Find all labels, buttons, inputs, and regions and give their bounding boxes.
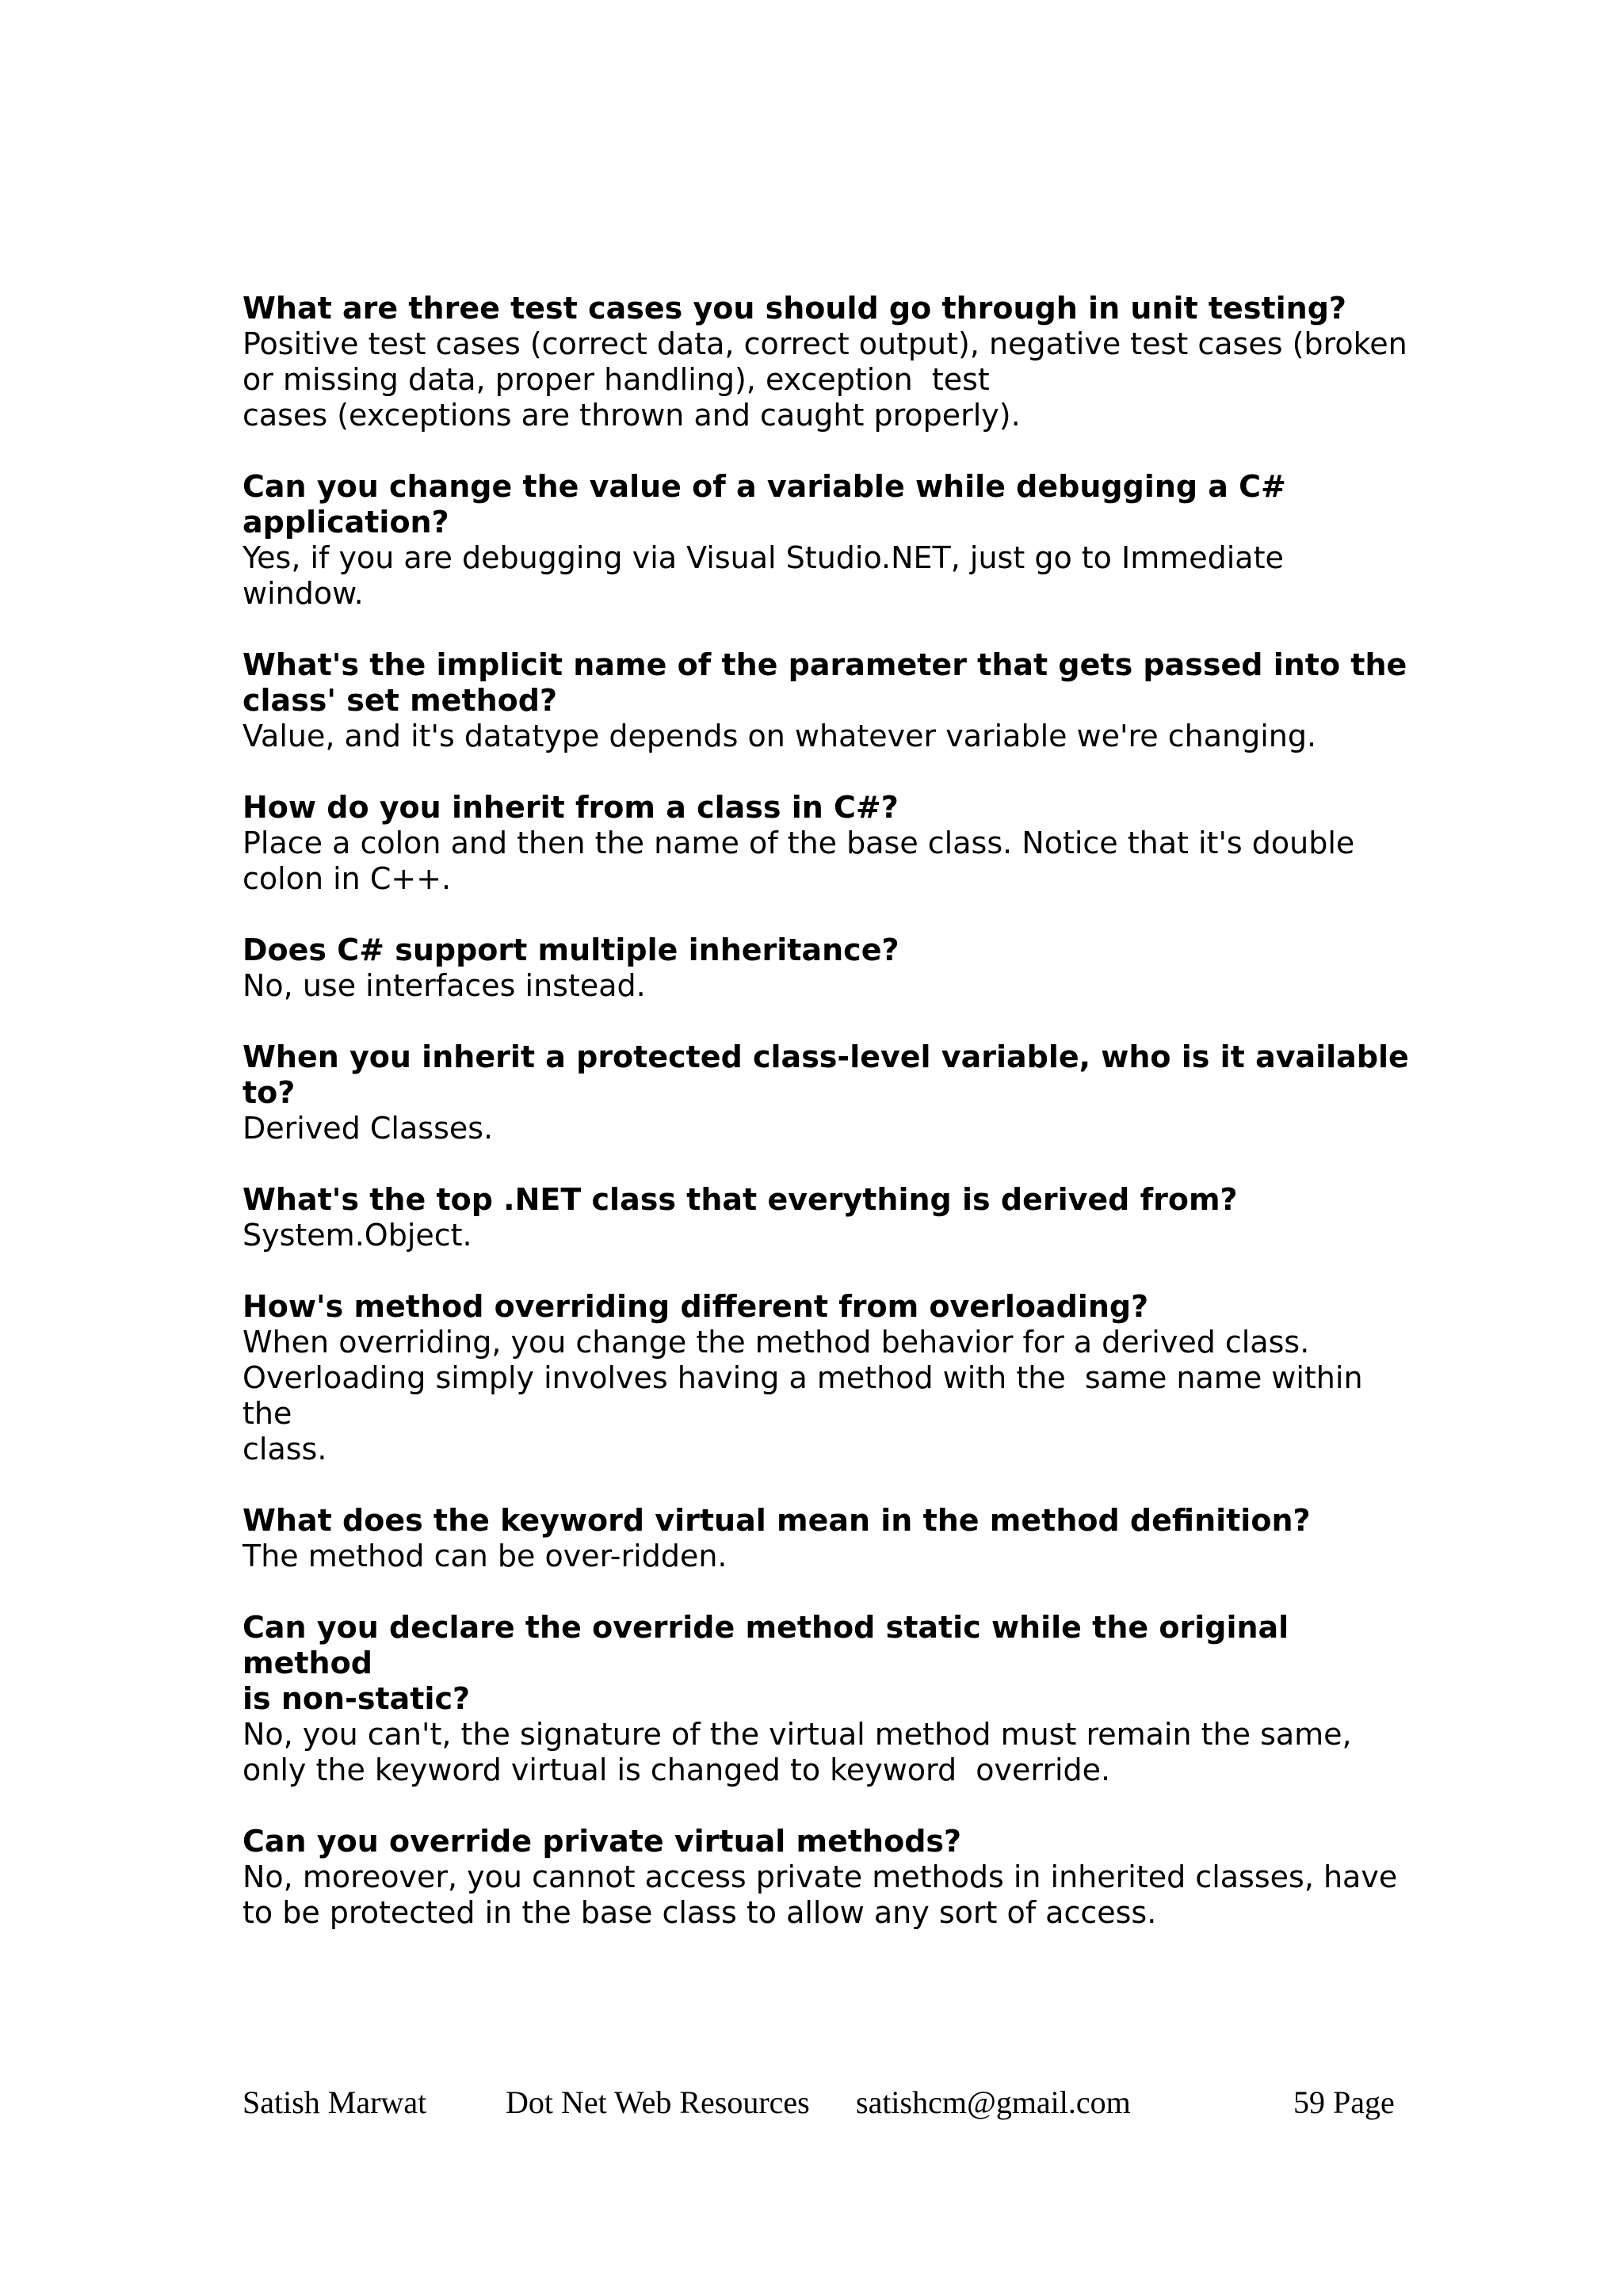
- answer-text: No, use interfaces instead.: [242, 968, 646, 1003]
- question-text: Can you declare the override method static while the original method is non-static?: [242, 1610, 1289, 1716]
- qa-item: [242, 1610, 1415, 1788]
- qa-item: [242, 1289, 1415, 1467]
- answer-text: System.Object.: [242, 1218, 472, 1253]
- question-text: When you inherit a protected class-level variable, who is it available to?: [242, 1039, 1409, 1110]
- answer-text: Value, and it's datatype depends on whatever variable we're changing.: [242, 719, 1317, 753]
- question-text: What's the top .NET class that everything is derived from?: [242, 1182, 1238, 1217]
- question-text: What does the keyword virtual mean in the method definition?: [242, 1503, 1311, 1538]
- question-text: What are three test cases you should go through in unit testing?: [242, 291, 1346, 326]
- qa-item: [242, 291, 1415, 433]
- answer-text: Place a colon and then the name of the base class. Notice that it's double colon in C++.: [242, 826, 1355, 896]
- answer-text: Positive test cases (correct data, correct output), negative test cases (broken or missing data, proper handling), exception test cases (exceptions are thrown and caught properly).: [242, 326, 1407, 433]
- answer-text: Derived Classes.: [242, 1111, 494, 1146]
- qa-content: [242, 291, 1415, 1966]
- question-text: How do you inherit from a class in C#?: [242, 790, 899, 825]
- question-text: What's the implicit name of the parameter that gets passed into the class' set method?: [242, 647, 1407, 718]
- question-text: Can you change the value of a variable while debugging a C# application?: [242, 469, 1286, 540]
- answer-text: When overriding, you change the method behavior for a derived class. Overloading simply involves having a method with the same name within the class.: [242, 1325, 1363, 1466]
- page-footer: [242, 2084, 1395, 2123]
- footer-title: Dot Net Web Resources: [506, 2084, 810, 2120]
- qa-item: [242, 647, 1415, 754]
- answer-text: No, moreover, you cannot access private methods in inherited classes, have to be protected in the base class to allow any sort of access.: [242, 1859, 1398, 1930]
- question-text: How's method overriding different from overloading?: [242, 1289, 1149, 1324]
- qa-item: [242, 1824, 1415, 1931]
- footer-email: satishcm@gmail.com: [856, 2084, 1131, 2120]
- footer-page-number: 59 Page: [1293, 2084, 1395, 2120]
- qa-item: [242, 933, 1415, 1004]
- answer-text: No, you can't, the signature of the virtual method must remain the same, only the keyword virtual is changed to keyword override.: [242, 1717, 1352, 1787]
- question-text: Can you override private virtual methods?: [242, 1824, 962, 1859]
- qa-item: [242, 790, 1415, 897]
- qa-item: [242, 1182, 1415, 1253]
- answer-text: The method can be over-ridden.: [242, 1539, 727, 1573]
- qa-item: [242, 469, 1415, 612]
- footer-author: Satish Marwat: [242, 2084, 427, 2120]
- answer-text: Yes, if you are debugging via Visual Studio.NET, just go to Immediate window.: [242, 540, 1284, 611]
- question-text: Does C# support multiple inheritance?: [242, 933, 899, 967]
- qa-item: [242, 1503, 1415, 1574]
- qa-item: [242, 1039, 1415, 1146]
